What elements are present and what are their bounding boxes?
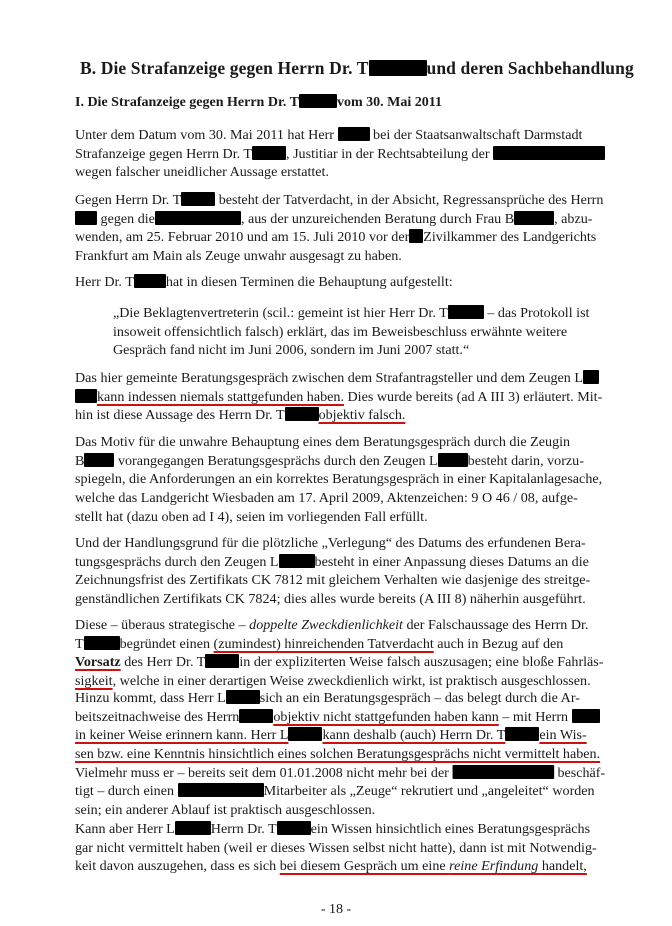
underlined-text [280,858,587,874]
text-run: wenden, am 25. Februar 2010 und am 15. Juli 2010 vor der [75,229,410,246]
underlined-text: ein Wis- [539,727,587,744]
paragraph-5 [75,433,605,526]
text-run: beschäf- [557,764,606,781]
text-run: – mit Herrn [498,708,569,725]
text-run: hat in diesen Terminen die Behauptung aufgestellt: [165,274,453,290]
paragraph-7 [75,616,605,691]
text-run: tungsgesprächs durch den Zeugen L [75,553,279,570]
text-run: Zivilkammer des Landgerichts [423,229,597,246]
text-run: , welche in einer derartigen Weise zweckdienlich wirkt, ist praktisch ausgeschlossen. [112,673,591,690]
redaction-bar [514,211,554,225]
redaction-bar [75,211,97,225]
redaction-bar [438,453,468,467]
text-run: Zeichnungsfrist des Zertifikats CK 7812 mit gleichem Verhalten wie dasjenige des streitge- [75,572,591,589]
redaction-bar [181,192,215,206]
text-run: vorangegangen Beratungsgesprächs durch den Zeugen L [117,452,438,469]
text-line [75,145,605,164]
underlined-text: objektiv nicht stattgefunden haben kann [273,708,499,725]
italic-text: reine Erfindung [449,858,539,875]
text-run: Gespräch fand nicht im Juni 2006, sondern im Juni 2007 statt.“ [113,342,470,359]
text-run: „Die Beklagtenvertreterin (scil.: gemeint ist hier Herr Dr. T [113,305,448,321]
text-line [75,689,605,708]
text-line [75,653,605,672]
text-line [75,801,605,820]
redaction-bar [409,229,423,243]
text-run: auch in Bezug auf den [433,635,564,652]
text-line [75,672,605,691]
underlined-text: in keiner Weise erinnern kann. Herr L [75,727,289,744]
redaction-bar [285,407,319,421]
text-run: welche das Landgericht Wiesbaden am 17. April 2009, Aktenzeichen: 9 O 46 / 08, aufge- [75,490,578,507]
text-run: bei der Staatsanwaltschaft Darmstadt [373,127,583,143]
redaction-bar [448,305,484,319]
text-line [75,126,605,145]
block-quote [113,304,605,360]
text-run: Das Motiv für die unwahre Behauptung eines dem Beratungsgespräch durch die Zeugin [75,434,571,450]
subheading-text-b: vom 30. Mai 2011 [336,95,442,110]
underlined-text: objektiv falsch. [318,407,406,424]
text-line [75,857,605,876]
redaction-bar [452,765,554,779]
text-run: genständlichen Zertifikats CK 7824; dies alles wurde bereits (A III 8) näherhin ausgeführt. [75,591,586,608]
paragraph-8 [75,689,605,820]
redaction-bar [155,211,241,225]
text-run: sein; ein anderer Ablauf ist praktisch ausgeschlossen. [75,802,376,819]
underlined-text: sen bzw. eine Kenntnis hinsichtlich eines solchen Beratungsgesprächs nicht vermittelt haben. [75,746,601,763]
text-line [75,489,605,508]
text-line [75,470,605,489]
text-run: begründet einen [119,635,214,652]
redaction-bar [493,146,605,160]
redaction-bar [288,727,322,741]
text-line [75,635,605,654]
text-line [75,247,605,266]
subheading-text-a: I. Die Strafanzeige gegen Herrn Dr. T [75,95,299,110]
italic-text: doppelte Zweckdienlichkeit [249,617,403,633]
text-run: Gegen Herrn Dr. T [75,192,182,208]
text-run: besteht darin, vorzu- [467,452,584,469]
paragraph-2 [75,191,605,266]
redaction-bar [338,127,370,141]
redaction-bar [583,370,599,384]
text-line [75,764,606,783]
text-line [75,534,605,553]
text-run: hin ist diese Aussage des Herrn Dr. T [75,407,285,424]
text-line [75,369,605,388]
text-run: Das hier gemeinte Beratungsgespräch zwischen dem Strafantragsteller und dem Zeugen L [75,370,583,386]
text-run: Unter dem Datum vom 30. Mai 2011 hat Herr [75,127,334,143]
text-line [75,590,605,609]
redaction-bar [84,453,114,467]
text-line [75,228,605,247]
text-run: Herr Dr. T [75,274,134,290]
text-run: , Justitiar in der Rechtsabteilung der [286,145,490,162]
text-line [75,708,605,727]
redaction-bar [299,94,337,108]
page-number: - 18 - [320,902,352,917]
redaction-bar [75,389,97,403]
text-run: bei diesem Gespräch um eine [279,858,450,875]
text-run: Mitarbeiter als „Zeuge“ rekrutiert und „angeleitet“ worden [263,783,595,800]
paragraph-1 [75,126,605,182]
text-run: keit davon auszugehen, dass es sich [75,858,280,875]
text-line [75,191,605,210]
text-line [75,508,605,527]
redaction-bar [239,709,273,723]
paragraph-3 [75,273,605,292]
paragraph-9 [75,820,605,876]
underlined-text: kann deshalb (auch) Herrn Dr. T [322,727,506,744]
text-run: Vielmehr muss er – bereits seit dem 01.01.2008 nicht mehr bei der [75,764,449,781]
redaction-bar [178,783,264,797]
text-line [75,616,605,635]
section-heading [80,58,640,79]
underlined-text: (zumindest) hinreichenden Tatverdacht [213,635,434,652]
text-line [75,273,605,292]
text-line [113,341,605,360]
text-run: Herrn Dr. T [210,821,277,837]
redaction-bar [226,690,260,704]
text-run: B [75,452,85,469]
text-run: des Herr Dr. T [120,654,206,671]
text-line [75,388,605,407]
text-run: spiegeln, die Anforderungen an ein korrektes Beratungsgespräch in einer Kapitalanlagesache, [75,471,603,488]
text-run: insoweit offensichtlich falsch) erklärt, das im Beweisbeschluss erwähnte weitere [113,323,568,340]
text-run: Dies wurde bereits (ad A III 3) erläutert. Mit- [343,388,603,405]
paragraph-6 [75,534,605,609]
text-line [75,839,605,858]
underlined-text: Vorsatz [75,654,121,671]
text-line [75,726,605,745]
heading-text-b: und deren Sachbehandlung [426,58,634,78]
paragraph-4 [75,369,605,425]
subsection-heading [75,94,635,111]
text-run: ein Wissen hinsichtlich eines Beratungsgesprächs [310,821,591,837]
text-run: Diese – überaus strategische – [75,617,250,633]
redaction-bar [205,654,239,668]
text-line [75,210,605,229]
redaction-bar [84,636,120,650]
text-run: wegen falscher uneidlicher Aussage erstattet. [75,164,329,181]
text-run: der Falschaussage des Herrn Dr. [402,617,589,633]
text-run: besteht in einer Anpassung dieses Datums an die [314,553,589,570]
text-run: Und der Handlungsgrund für die plötzliche „Verlegung“ des Datums des erfundenen Bera- [75,535,586,551]
text-line [75,163,605,182]
text-run: stellt hat (dazu oben ad I 4), seien im vorliegenden Fall erfüllt. [75,508,428,525]
text-run: Kann aber Herr L [75,821,175,837]
text-run: sich an ein Beratungsgespräch – das belegt durch die Ar- [259,690,580,706]
text-run: T [75,635,84,652]
text-line [113,323,605,342]
underlined-text: kann indessen niemals stattgefunden haben. [97,388,344,405]
redaction-bar [175,821,211,835]
text-run: , abzu- [554,210,593,227]
text-run: , aus der unzureichenden Beratung durch Frau B [240,210,515,227]
text-run: beitszeitnachweise des Herrn [75,708,240,725]
text-run: handelt, [538,858,587,875]
redaction-bar [572,709,600,723]
text-run: in der expliziterten Weise falsch auszusagen; eine bloße Fahrläs- [239,654,604,671]
text-line [113,304,605,323]
text-line [75,820,605,839]
underlined-text: sigkeit [75,673,113,690]
text-run: Hinzu kommt, dass Herr L [75,690,226,706]
redaction-bar [369,60,427,76]
heading-text-a: B. Die Strafanzeige gegen Herrn Dr. T [80,58,369,78]
text-run: gar nicht vermittelt haben (weil er dieses Wissen selbst nicht hatte), dann ist mit Notwendig- [75,839,597,856]
text-run: tigt – durch einen [75,783,175,800]
text-run: besteht der Tatverdacht, in der Absicht, Regressansprüche des Herrn [218,192,604,208]
text-line [75,406,605,425]
text-run: gegen die [100,210,155,227]
redaction-bar [134,274,166,288]
redaction-bar [279,554,315,568]
redaction-bar [277,821,311,835]
text-line [75,745,605,764]
redaction-bar [505,727,539,741]
text-run: – das Protokoll ist [487,305,590,321]
text-line [75,553,605,572]
text-run: Strafanzeige gegen Herrn Dr. T [75,145,253,162]
text-line [75,433,605,452]
redaction-bar [252,146,286,160]
text-run: Frankfurt am Main als Zeuge unwahr ausgesagt zu haben. [75,248,402,265]
text-line [75,782,605,801]
text-line [75,452,605,471]
text-line [75,571,605,590]
